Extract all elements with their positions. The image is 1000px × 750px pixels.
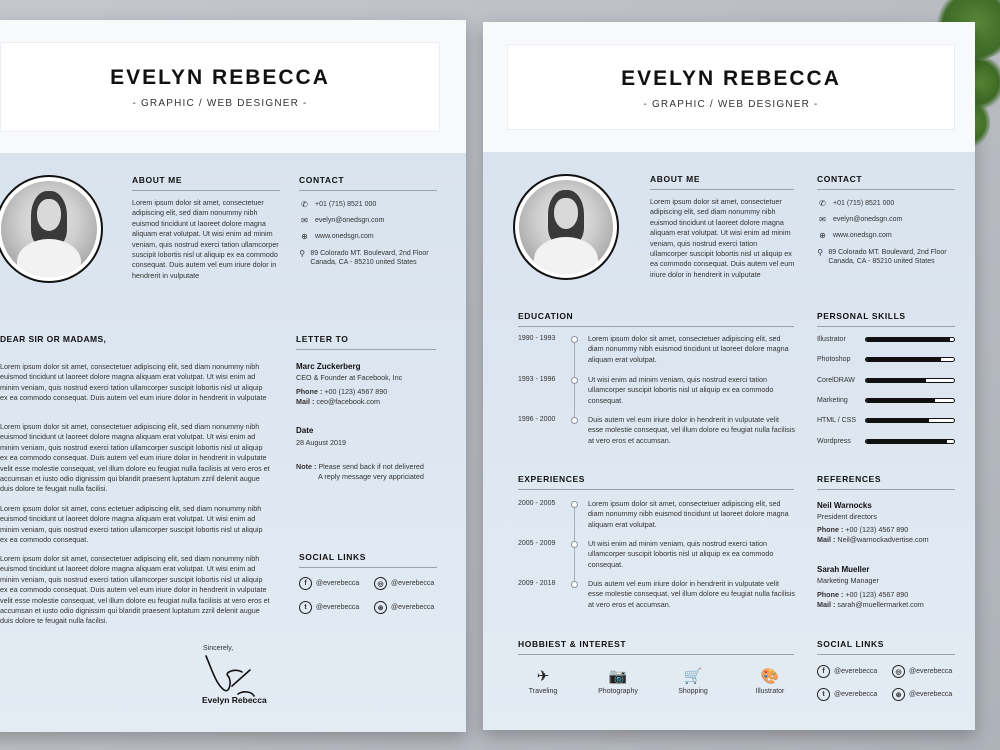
social-handle: @everebecca <box>834 691 878 698</box>
letter-to-title: LETTER TO <box>296 334 436 350</box>
skill-bar-fill <box>866 399 935 402</box>
recipient-phone: +00 (123) 4567 890 <box>324 387 388 396</box>
skill-bar <box>865 337 955 342</box>
contact-address <box>817 248 959 266</box>
social-instagram[interactable] <box>892 665 952 678</box>
education-text: Lorem ipsum dolor sit amet, consectetuer adipiscing elit, sed diam nonummy nibh euismod tincidunt ut laoreet dolore magna aliquam erat volutpat. <box>588 334 789 364</box>
references-title: REFERENCES <box>817 474 955 490</box>
reference-name: Neil Warnocks <box>817 501 872 510</box>
contact-email-text[interactable]: evelyn@onedsgn.com <box>315 217 385 224</box>
experience-years: 2000 - 2005 <box>518 500 556 507</box>
phone-label: Phone : <box>296 387 323 396</box>
skill-label: Illustrator <box>817 336 846 343</box>
social-facebook[interactable] <box>817 665 877 678</box>
mail-label: Mail : <box>817 535 836 544</box>
letter-paragraph-4: Lorem ipsum dolor sit amet, consectetuer adipiscing elit, sed diam nonummy nibh euismod tincidunt ut laoreet dolore magna aliquam erat volutpat. Ut wisi enim ad minim veniam, quis nostrud exerci tation ullamcorper suscipit lobortis nisl ut aliquip ex ea commodo consequat. Duis autem vel eum iriure dolor in hendrerit in vulputate velit esse molestie consequat, vel illum dolore eu feugiat nulla facilisis at vero eros et accumsan et iusto odio dignissim qui blandit praesent luptatum zzril delenit augue duis dolore te feugait nulla facilisi. <box>0 554 270 626</box>
sincerely: Sincerely, <box>203 645 234 652</box>
timeline-dot <box>571 417 578 424</box>
reference-mail-row <box>817 535 967 545</box>
profile-photo-ring <box>0 175 103 283</box>
cart-icon: 🛒 <box>683 668 703 685</box>
education-title: EDUCATION <box>518 311 794 327</box>
skill-label: Photoshop <box>817 356 851 364</box>
social-handle: @everebecca <box>391 580 435 587</box>
experience-title: EXPERIENCES <box>518 474 794 490</box>
header-box <box>0 42 440 132</box>
social-title: SOCIAL LINKS <box>299 552 437 568</box>
experience-text: Duis autem vel eum iriure dolor in hendrerit in vulputate velit esse molestie consequat, vel illum dolore eu feugiat nulla facilisis at vero eros et accumsan. <box>588 579 795 609</box>
letter-paragraph-3: Lorem ipsum dolor sit amet, cons ectetuer adipiscing elit, sed diam nonummy nibh euismod tincidunt ut laoreet dolore magna aliquam erat volutpat. Ut wisi enim ad minim veniam, quis nostrud exerci tation ullamcorper suscipit lobortis nisl ut aliquip ex ea commodo consequat. <box>0 504 263 545</box>
camera-icon: 📷 <box>608 668 628 685</box>
recipient-phone-row <box>296 387 438 397</box>
contact-title: CONTACT <box>817 174 955 190</box>
profile-photo <box>1 181 97 277</box>
recipient-name: Marc Zuckerberg <box>296 362 361 371</box>
social-twitter[interactable] <box>299 601 359 614</box>
hobby-illustrator <box>745 667 795 695</box>
skill-bar <box>865 378 955 383</box>
experience-years: 2009 - 2018 <box>518 580 556 587</box>
skill-bar-fill <box>866 358 941 361</box>
social-handle: @everebecca <box>316 580 360 587</box>
hobby-label: Traveling <box>528 688 558 695</box>
contact-phone <box>817 199 957 208</box>
social-handle: @everebecca <box>316 604 360 611</box>
reference-phone-row <box>817 590 967 600</box>
recipient-mail[interactable]: ceo@facebook.com <box>316 397 381 406</box>
skill-bar <box>865 439 955 444</box>
hobbies-title: HOBBIEST & INTEREST <box>518 639 794 655</box>
recipient-title: CEO & Founder at Facebook, Inc <box>296 373 403 382</box>
note-text-2: A reply message very appriciated <box>318 472 424 481</box>
hobby-label: Shopping <box>678 688 708 695</box>
education-years: 1996 - 2000 <box>518 416 556 423</box>
contact-web <box>817 231 957 240</box>
name-heading: EVELYN REBECCA <box>110 66 330 89</box>
signature-name: Evelyn Rebecca <box>202 695 267 705</box>
experience-text: Ut wisi enim ad minim veniam, quis nostrud exerci tation ullamcorper suscipit lobortis nisl ut aliquip ex ea commodo consequat. <box>588 539 774 569</box>
twitter-icon: t <box>299 601 312 614</box>
letter-paragraph-2: Lorem ipsum dolor sit amet, consectetuer adipiscing elit, sed diam nonummy nibh euismod tincidunt ut laoreet dolore magna aliquam erat volutpat. Ut wisi enim ad minim veniam, quis nostrud exerci tation ullamcorper suscipit lobortis nisl ut aliquip ex ea commodo consequat. Duis autem vel eum iriure dolor in hendrerit in vulputate velit esse molestie consequat, vel illum dolore eu feugiat nulla facilisis at vero eros et accumsan et iusto odio dignissim qui blandit praesent luptatum zzril delenit augue duis dolore te feugait nulla facilisi. <box>0 422 270 494</box>
photo-face <box>554 198 578 229</box>
social-handle: @everebecca <box>909 668 953 675</box>
social-twitter[interactable] <box>817 688 877 701</box>
contact-phone-text: +01 (715) 8521 000 <box>315 201 377 208</box>
reference-phone-row <box>817 525 967 535</box>
date-value: 28 August 2019 <box>296 438 346 447</box>
note-text: Please send back if not delivered <box>318 462 424 471</box>
profile-photo-ring <box>513 174 619 280</box>
timeline-dot <box>571 541 578 548</box>
contact-title: CONTACT <box>299 175 437 191</box>
skill-bar-fill <box>866 419 929 422</box>
skill-label: HTML / CSS <box>817 417 857 425</box>
skill-bar <box>865 357 955 362</box>
location-pin-icon: ⚲ <box>299 249 306 258</box>
instagram-icon: ◎ <box>374 577 387 590</box>
mail-icon: ✉ <box>301 216 308 225</box>
hobby-traveling <box>518 667 568 695</box>
timeline-dot <box>571 377 578 384</box>
profile-photo <box>519 180 613 274</box>
instagram-icon: ◎ <box>892 665 905 678</box>
social-handle: @everebecca <box>834 668 878 675</box>
facebook-icon: f <box>817 665 830 678</box>
reference-phone: +00 (123) 4567 890 <box>845 590 909 599</box>
reference-mail-row <box>817 600 967 610</box>
twitter-icon: t <box>817 688 830 701</box>
social-dribbble[interactable] <box>374 601 434 614</box>
facebook-icon: f <box>299 577 312 590</box>
mail-icon: ✉ <box>819 215 826 224</box>
education-text: Ut wisi enim ad minim veniam, quis nostrud exerci tation ullamcorper suscipit lobortis nisl ut aliquip ex ea commodo consequat. <box>588 375 774 405</box>
date-title: Date <box>296 426 314 435</box>
social-handle: @everebecca <box>391 604 435 611</box>
about-title: ABOUT ME <box>132 175 280 191</box>
photo-face <box>37 199 61 231</box>
social-title: SOCIAL LINKS <box>817 639 955 655</box>
contact-web-text[interactable]: www.onedsgn.com <box>833 232 892 239</box>
phone-label: Phone : <box>817 525 844 534</box>
about-title: ABOUT ME <box>650 174 794 190</box>
hobby-label: Photography <box>598 688 638 695</box>
contact-address <box>299 249 441 267</box>
skill-label: Marketing <box>817 396 848 404</box>
about-text: Lorem ipsum dolor sit amet, consectetuer adipiscing elit, sed diam nonummy nibh euismod tincidunt ut laoreet dolore magna aliquam erat volutpat. Ut wisi enim ad minim veniam, quis nostrud exerci tation ullamcorper suscipit lobortis nisl ut aliquip ex ea commodo consequat. Duis autem vel eum iriure dolor in hendrerit in vulputate <box>132 198 279 280</box>
skill-label: Wordpress <box>817 437 851 445</box>
contact-address-text: 89 Colorado MT. Boulevard, 2nd Floor Canada, CA - 85210 united States <box>828 249 947 265</box>
letter-paragraph-1: Lorem ipsum dolor sit amet, consectetuer adipiscing elit, sed diam nonummy nibh euismod tincidunt ut laoreet dolore magna aliquam erat volutpat. Ut wisi enim ad minim veniam, quis nostrud exerci tation ullamcorper suscipit lobortis nisl ut aliquip ex ea commodo consequat. Duis autem vel eum iriure dolor in hendrerit in vulputate <box>0 362 267 403</box>
phone-icon: ✆ <box>819 199 826 208</box>
skills-title: PERSONAL SKILLS <box>817 311 955 327</box>
phone-icon: ✆ <box>301 200 308 209</box>
social-instagram[interactable] <box>374 577 434 590</box>
skill-label: CorelDRAW <box>817 376 855 384</box>
cover-letter-page <box>0 20 466 732</box>
timeline-dot <box>571 581 578 588</box>
social-handle: @everebecca <box>909 691 953 698</box>
education-years: 1990 - 1993 <box>518 335 556 342</box>
signature-scribble <box>202 650 258 700</box>
note-row <box>296 462 446 472</box>
reference-name: Sarah Mueller <box>817 565 870 574</box>
skill-bar-fill <box>866 379 926 382</box>
hobby-label: Illustrator <box>755 688 785 695</box>
resume-page <box>483 22 975 730</box>
dribbble-icon: ⊛ <box>374 601 387 614</box>
photo-shoulders <box>17 239 81 277</box>
reference-title: President directors <box>817 512 877 521</box>
hobby-photography <box>593 667 643 695</box>
phone-label: Phone : <box>817 590 844 599</box>
experience-text: Lorem ipsum dolor sit amet, consectetuer adipiscing elit, sed diam nonummy nibh euismod tincidunt ut laoreet dolore magna aliquam erat volutpat. <box>588 499 789 529</box>
reference-title: Marketing Manager <box>817 576 879 585</box>
contact-phone <box>299 200 439 209</box>
contact-phone-text: +01 (715) 8521 000 <box>833 200 895 207</box>
role-subtitle: - GRAPHIC / WEB DESIGNER - <box>132 98 308 109</box>
timeline-dot <box>571 501 578 508</box>
dribbble-icon: ⊛ <box>892 688 905 701</box>
recipient-mail-row <box>296 397 438 407</box>
palette-icon: 🎨 <box>760 668 780 685</box>
contact-email-text[interactable]: evelyn@onedsgn.com <box>833 216 903 223</box>
hobby-shopping <box>668 667 718 695</box>
timeline-dot <box>571 336 578 343</box>
mail-label: Mail : <box>296 397 315 406</box>
contact-address-text: 89 Colorado MT. Boulevard, 2nd Floor Canada, CA - 85210 united States <box>310 250 429 266</box>
skill-bar <box>865 418 955 423</box>
skill-bar <box>865 398 955 403</box>
photo-shoulders <box>534 237 598 274</box>
salutation: DEAR SIR OR MADAMS, <box>0 334 107 344</box>
contact-email <box>299 216 439 225</box>
contact-web <box>299 232 439 241</box>
contact-email <box>817 215 957 224</box>
location-pin-icon: ⚲ <box>817 248 824 257</box>
skill-bar-fill <box>866 338 950 341</box>
globe-icon: ⊕ <box>301 232 308 241</box>
about-text: Lorem ipsum dolor sit amet, consectetuer adipiscing elit, sed diam nonummy nibh euismod tincidunt ut laoreet dolore magna aliquam erat volutpat. Ut wisi enim ad minim veniam, quis nostrud exerci tation ullamcorper suscipit lobortis nisl ut aliquip ex ea commodo consequat. Duis autem vel eum iriure dolor in hendrerit in vulputate <box>650 197 795 279</box>
note-label: Note : <box>296 462 317 471</box>
name-heading: EVELYN REBECCA <box>621 67 841 90</box>
airplane-icon: ✈ <box>536 668 550 685</box>
reference-phone: +00 (123) 4567 890 <box>845 525 909 534</box>
globe-icon: ⊕ <box>819 231 826 240</box>
skill-bar-fill <box>866 440 947 443</box>
mail-label: Mail : <box>817 600 836 609</box>
contact-web-text[interactable]: www.onedsgn.com <box>315 233 374 240</box>
reference-mail[interactable]: sarah@muellermarket.com <box>837 600 924 609</box>
education-years: 1993 - 1996 <box>518 376 556 383</box>
reference-mail[interactable]: Neil@warnockadvertise.com <box>837 535 929 544</box>
experience-years: 2005 - 2009 <box>518 540 556 547</box>
social-facebook[interactable] <box>299 577 359 590</box>
social-dribbble[interactable] <box>892 688 952 701</box>
header-box <box>507 44 955 130</box>
role-subtitle: - GRAPHIC / WEB DESIGNER - <box>643 99 819 110</box>
education-text: Duis autem vel eum iriure dolor in hendrerit in vulputate velit esse molestie consequat, vel illum dolore eu feugiat nulla facilisis at vero eros et accumsan. <box>588 415 795 445</box>
